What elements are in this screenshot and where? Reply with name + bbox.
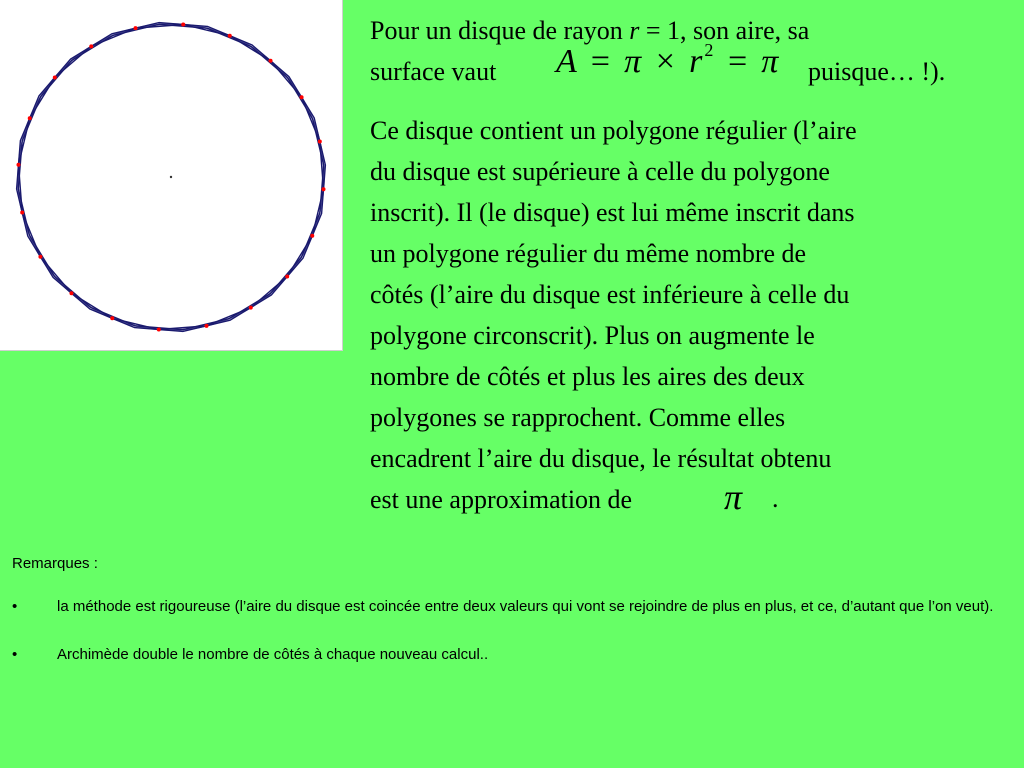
vertex-point bbox=[310, 234, 314, 238]
bullet-icon: • bbox=[12, 598, 18, 615]
vertex-point bbox=[20, 210, 24, 214]
paragraph-line: est une approximation de bbox=[370, 485, 633, 514]
remark-item bbox=[12, 590, 1017, 624]
vertex-point bbox=[110, 316, 114, 320]
vertex-point bbox=[249, 306, 253, 310]
vertex-point bbox=[269, 59, 273, 63]
vertex-point bbox=[53, 75, 57, 79]
paragraph-period: . bbox=[772, 484, 779, 513]
vertex-point bbox=[300, 95, 304, 99]
vertex-point bbox=[134, 26, 138, 30]
vertex-point bbox=[285, 275, 289, 279]
remark-text: Archimède double le nombre de côtés à chaque nouveau calcul.. bbox=[57, 646, 489, 663]
paragraph-line: polygones se rapprochent. Comme elles bbox=[370, 403, 786, 432]
paragraph-line: Ce disque contient un polygone régulier (l’aire bbox=[370, 116, 857, 145]
area-formula: $A = \pi \times r^2 = \pi$ bbox=[556, 40, 781, 80]
paragraph-line: nombre de côtés et plus les aires des deux bbox=[370, 362, 805, 391]
bullet-icon: • bbox=[12, 646, 18, 663]
vertex-point bbox=[89, 44, 93, 48]
vertex-point bbox=[228, 34, 232, 38]
vertex-point bbox=[69, 291, 73, 295]
remark-item bbox=[12, 638, 1017, 672]
remark-text: la méthode est rigoureuse (l’aire du disque est coincée entre deux valeurs qui vont se rejoindre de plus en plus, et ce, d’autant que l’on veut). bbox=[57, 598, 994, 615]
main-paragraph bbox=[370, 110, 1018, 520]
paragraph-line: du disque est supérieure à celle du polygone bbox=[370, 157, 830, 186]
paragraph-line: encadrent l’aire du disque, le résultat obtenu bbox=[370, 444, 832, 473]
inscribed-circumscribed-polygons bbox=[0, 0, 342, 350]
vertex-point bbox=[157, 328, 161, 332]
vertex-point bbox=[38, 255, 42, 259]
vertex-point bbox=[322, 187, 326, 191]
vertex-point bbox=[28, 116, 32, 120]
paragraph-line: polygone circonscrit). Plus on augmente le bbox=[370, 321, 815, 350]
intro-line-1: Pour un disque de rayon r = 1, son aire, sa bbox=[370, 16, 810, 45]
vertex-point bbox=[204, 324, 208, 328]
polygon-figure bbox=[0, 0, 343, 351]
remarks-heading: Remarques : bbox=[12, 555, 98, 572]
vertex-point bbox=[181, 22, 185, 26]
radius-variable: r bbox=[629, 16, 640, 45]
formula-exponent: 2 bbox=[704, 40, 716, 60]
puisque-text: puisque… !). bbox=[808, 57, 946, 86]
paragraph-line: un polygone régulier du même nombre de bbox=[370, 239, 807, 268]
pi-symbol: π bbox=[724, 477, 743, 517]
vertex-point bbox=[16, 163, 20, 167]
intro-line-2: surface vaut bbox=[370, 57, 497, 86]
paragraph-line: côtés (l’aire du disque est inférieure à celle du bbox=[370, 280, 850, 309]
vertex-point bbox=[318, 140, 322, 144]
paragraph-line: inscrit). Il (le disque) est lui même inscrit dans bbox=[370, 198, 855, 227]
center-point bbox=[170, 176, 172, 178]
remarks-section bbox=[12, 552, 1017, 672]
